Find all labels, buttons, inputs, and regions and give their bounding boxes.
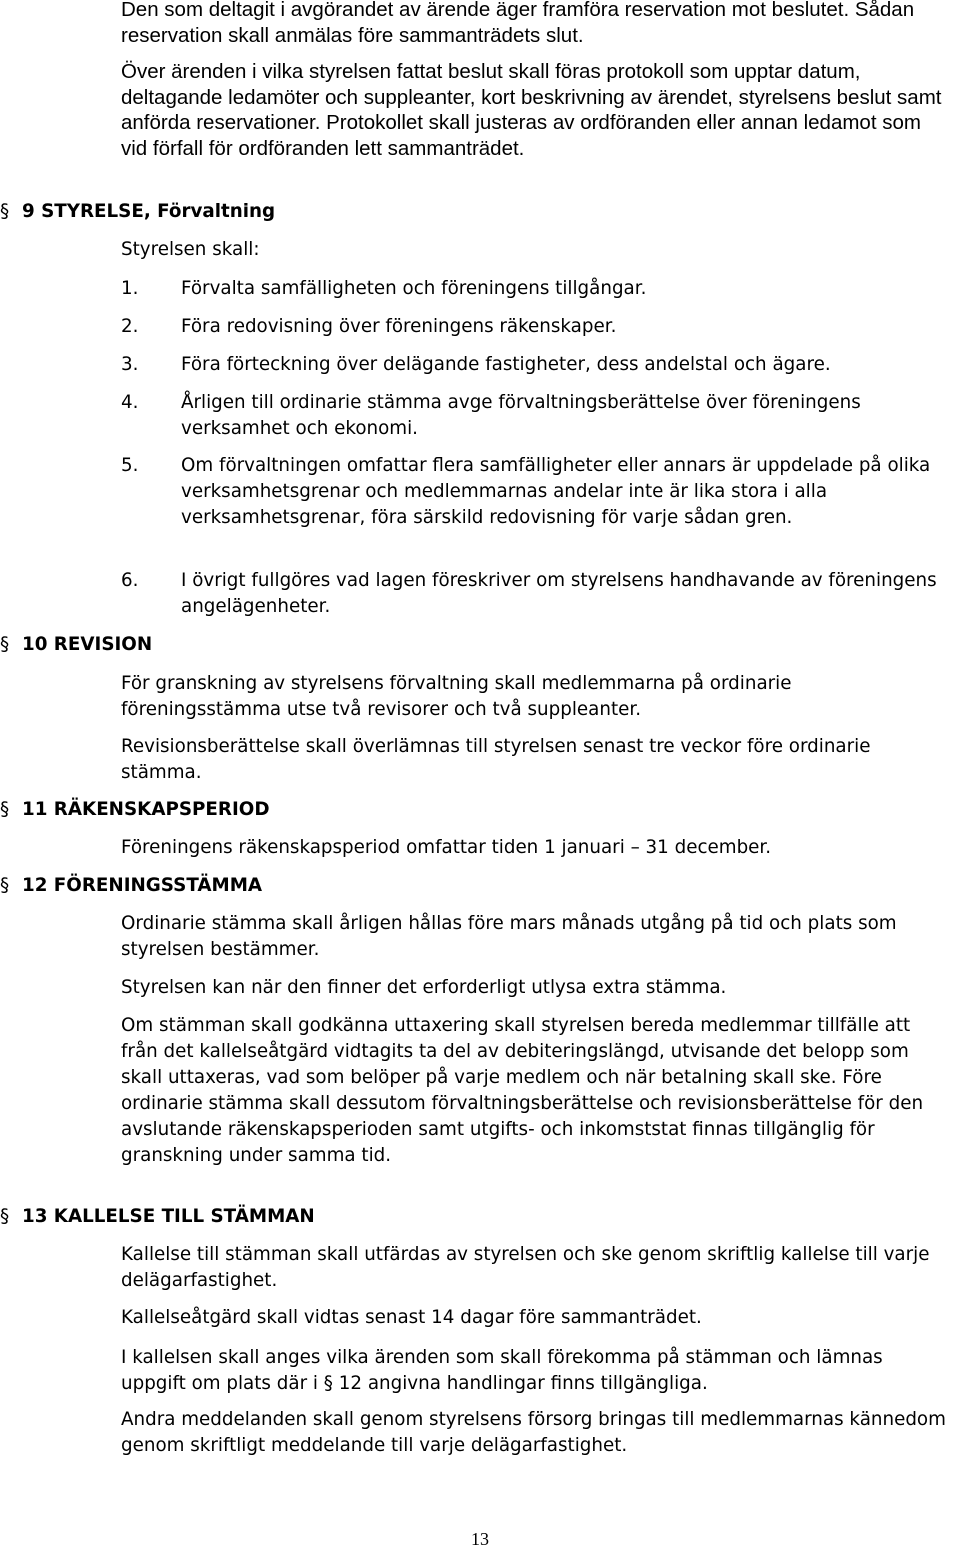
section-symbol: § — [0, 799, 10, 820]
section-symbol: § — [0, 875, 10, 896]
section-11-paragraph: Föreningens räkenskapsperiod omfattar tiden 1 januari – 31 december. — [121, 837, 772, 858]
section-symbol: § — [0, 201, 10, 222]
list-item-text: Förvalta samfälligheten och föreningens tillgångar. — [181, 278, 647, 299]
list-item — [121, 314, 951, 340]
list-item-number: 6. — [121, 570, 139, 591]
section-13-heading — [0, 1204, 315, 1230]
section-12-title: 12 FÖRENINGSSTÄMMA — [22, 875, 263, 896]
section-12-paragraph: Ordinarie stämma skall årligen hållas före mars månads utgång på tid och plats som styrelsen bestämmer. — [121, 913, 897, 960]
list-item-number: 3. — [121, 354, 139, 375]
section-12-paragraph: Styrelsen kan när den finner det erforderligt utlysa extra stämma. — [121, 977, 727, 998]
intro-paragraph-protocol: Över ärenden i vilka styrelsen fattat beslut skall föras protokoll som upptar datum, deltagande ledamöter och suppleanter, kort beskrivning av ärendet, styrelsens beslut samt anförda reservationer. Protokollet skall justeras av ordföranden eller annan ledamot som vid förfall för ordföranden lett sammanträdet. — [121, 60, 942, 160]
list-item-number: 2. — [121, 316, 139, 337]
page-number: 13 — [471, 1529, 489, 1549]
section-13-paragraph: Kallelse till stämman skall utfärdas av styrelsen och ske genom skriftlig kallelse till varje delägarfastighet. — [121, 1244, 930, 1291]
section-13-paragraph: I kallelsen skall anges vilka ärenden som skall förekomma på stämman och lämnas uppgift om plats där i § 12 angivna handlingar finns tillgängliga. — [121, 1347, 883, 1394]
list-item — [121, 568, 951, 620]
list-item-text: Föra redovisning över föreningens räkenskaper. — [181, 316, 617, 337]
list-item-text: Föra förteckning över delägande fastigheter, dess andelstal och ägare. — [181, 354, 831, 375]
list-item — [121, 390, 951, 442]
section-9-title: 9 STYRELSE, Förvaltning — [22, 201, 276, 222]
section-10-title: 10 REVISION — [22, 634, 153, 655]
section-symbol: § — [0, 634, 10, 655]
section-12-paragraph: Om stämman skall godkänna uttaxering skall styrelsen bereda medlemmar tillfälle att från det kallelseåtgärd vidtagits ta del av debiteringslängd, utvisande det belopp som skall uttaxeras, vad som belöper på varje medlem och när betalning skall ske. Före ordinarie stämma skall dessutom förvaltningsberättelse och revisionsberättelse för den avslutande räkenskapsperioden samt utgifts- och inkomststat finnas tillgänglig för granskning under samma tid. — [121, 1015, 924, 1166]
section-11-heading — [0, 797, 270, 823]
section-symbol: § — [0, 1206, 10, 1227]
list-item-number: 5. — [121, 455, 139, 476]
list-item — [121, 276, 951, 302]
list-item — [121, 352, 951, 378]
section-10-heading — [0, 632, 152, 658]
section-13-paragraph: Kallelseåtgärd skall vidtas senast 14 dagar före sammanträdet. — [121, 1307, 702, 1328]
section-13-title: 13 KALLELSE TILL STÄMMAN — [22, 1206, 315, 1227]
section-9-heading — [0, 199, 275, 225]
list-item-text: Om förvaltningen omfattar flera samfälligheter eller annars är uppdelade på olika verksamhetsgrenar och medlemmarnas andelar inte är lika stora i alla verksamhetsgrenar, föra särskild redovisning för varje sådan gren. — [181, 455, 931, 528]
section-9-lead: Styrelsen skall: — [121, 239, 260, 260]
section-11-title: 11 RÄKENSKAPSPERIOD — [22, 799, 270, 820]
list-item-number: 4. — [121, 392, 139, 413]
list-item — [121, 453, 951, 531]
section-13-paragraph: Andra meddelanden skall genom styrelsens försorg bringas till medlemmarnas kännedom genom skriftligt meddelande till varje delägarfastighet. — [121, 1409, 946, 1456]
intro-paragraph-reservation: Den som deltagit i avgörandet av ärende äger framföra reservation mot beslutet. Sådan reservation skall anmälas före sammanträdets slut. — [121, 0, 915, 47]
list-item-number: 1. — [121, 278, 139, 299]
list-item-text: I övrigt fullgöres vad lagen föreskriver om styrelsens handhavande av föreningens angelägenheter. — [181, 570, 937, 617]
section-10-paragraph: Revisionsberättelse skall överlämnas till styrelsen senast tre veckor före ordinarie stämma. — [121, 736, 871, 783]
list-item-text: Årligen till ordinarie stämma avge förvaltningsberättelse över föreningens verksamhet och ekonomi. — [181, 392, 861, 439]
section-10-paragraph: För granskning av styrelsens förvaltning skall medlemmarna på ordinarie föreningsstämma utse två revisorer och två suppleanter. — [121, 673, 792, 720]
section-12-heading — [0, 873, 262, 899]
